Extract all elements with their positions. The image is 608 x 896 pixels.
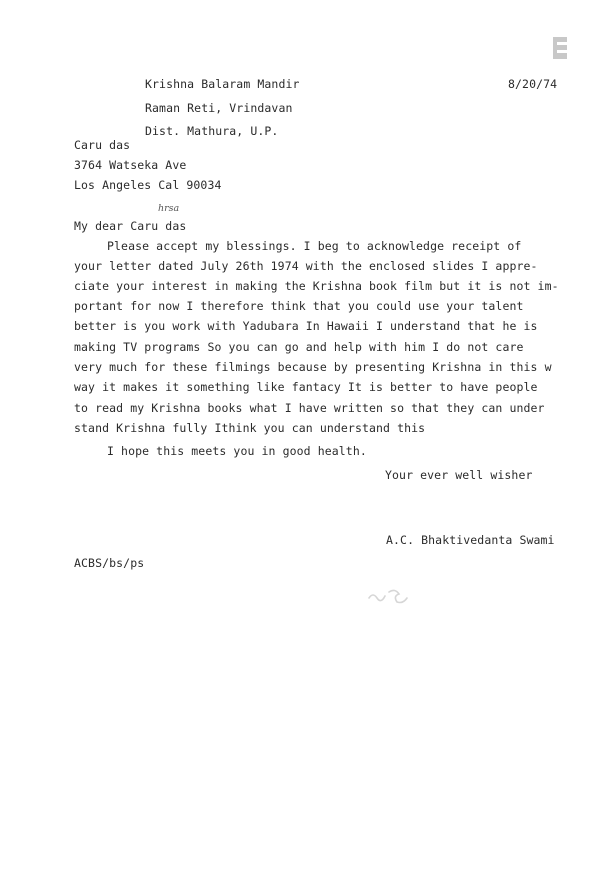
archive-corner-mark xyxy=(552,36,568,60)
sender-address-line-2: Raman Reti, Vrindavan xyxy=(145,101,293,115)
body-line-1: Please accept my blessings. I beg to acknowledge receipt of xyxy=(107,239,522,253)
signature-name: A.C. Bhaktivedanta Swami xyxy=(386,533,555,547)
recipient-name: Caru das xyxy=(74,138,131,152)
body-line-6: making TV programs So you can go and help with him I do not care xyxy=(74,340,524,354)
salutation: My dear Caru das xyxy=(74,219,187,233)
sender-address-line-1: Krishna Balaram Mandir xyxy=(145,77,300,91)
body-line-3: ciate your interest in making the Krishna book film but it is not im- xyxy=(74,279,559,293)
handwritten-annotation: hrsa xyxy=(158,203,180,214)
body-line-8: way it makes it something like fantacy It is better to have people xyxy=(74,380,538,394)
body-line-7: very much for these filmings because by presenting Krishna in this w xyxy=(74,360,552,374)
reference-initials: ACBS/bs/ps xyxy=(74,556,145,570)
recipient-city: Los Angeles Cal 90034 xyxy=(74,178,222,192)
letter-date: 8/20/74 xyxy=(508,77,558,91)
body-line-4: portant for now I therefore think that you could use your talent xyxy=(74,299,524,313)
body-line-2: your letter dated July 26th 1974 with the enclosed slides I appre- xyxy=(74,259,538,273)
sender-address-line-3: Dist. Mathura, U.P. xyxy=(145,124,279,138)
closing-line: Your ever well wisher xyxy=(385,468,533,482)
recipient-street: 3764 Watseka Ave xyxy=(74,158,187,172)
body-line-9: to read my Krishna books what I have written so that they can under xyxy=(74,401,545,415)
faint-ink-mark xyxy=(365,584,413,606)
body-line-5: better is you work with Yadubara In Hawaii I understand that he is xyxy=(74,319,538,333)
body-paragraph-2: I hope this meets you in good health. xyxy=(107,444,367,458)
body-line-10: stand Krishna fully Ithink you can understand this xyxy=(74,421,426,435)
